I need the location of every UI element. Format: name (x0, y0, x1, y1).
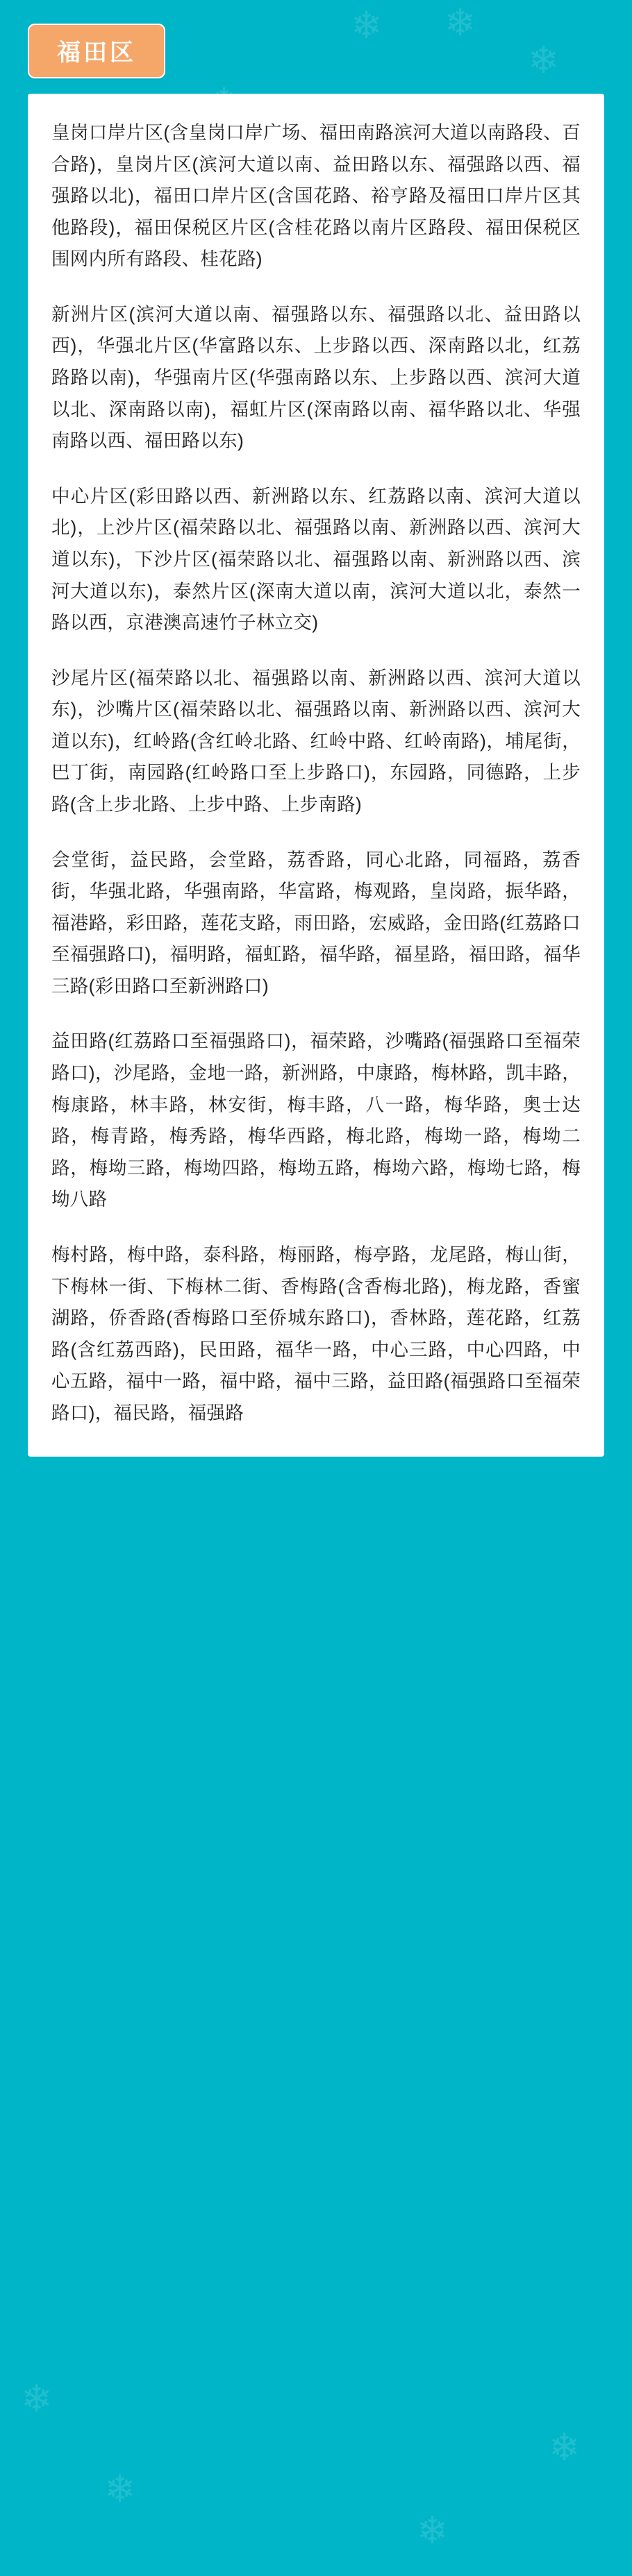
content-card (28, 94, 604, 1457)
paragraph: 益田路(红荔路口至福强路口)，福荣路，沙嘴路(福强路口至福荣路口)，沙尾路，金地一路，新洲路，中康路，梅林路，凯丰路，梅康路，林丰路，林安街，梅丰路，八一路，梅华路，奥士达路，梅青路，梅秀路，梅华西路，梅北路，梅坳一路，梅坳二路，梅坳三路，梅坳四路，梅坳五路，梅坳六路，梅坳七路，梅坳八路 (51, 1031, 581, 1210)
paragraph: 梅村路，梅中路，泰科路，梅丽路，梅亭路，龙尾路，梅山街，下梅林一街、下梅林二街、香梅路(含香梅北路)，梅龙路，香蜜湖路，侨香路(香梅路口至侨城东路口)，香林路，莲花路，红荔路(含红荔西路)，民田路，福华一路，中心三路，中心四路，中心五路，福中一路，福中路，福中三路，益田路(福强路口至福荣路口)，福民路，福强路 (51, 1244, 581, 1423)
paragraph: 沙尾片区(福荣路以北、福强路以南、新洲路以西、滨河大道以东)，沙嘴片区(福荣路以北、福强路以南、新洲路以西、滨河大道以东)，红岭路(含红岭北路、红岭中路、红岭南路)，埔尾街，巴丁街，南园路(红岭路口至上步路口)，东园路，同德路，上步路(含上步北路、上步中路、上步南路) (51, 667, 581, 815)
leaf-pattern-icon: ❄ (104, 2468, 136, 2510)
leaf-pattern-icon: ❄ (21, 2378, 53, 2420)
paragraph: 皇岗口岸片区(含皇岗口岸广场、福田南路滨河大道以南路段、百合路)，皇岗片区(滨河大道以南、益田路以东、福强路以西、福强路以北)，福田口岸片区(含国花路、裕亨路及福田口岸片区其他路段)，福田保税区片区(含桂花路以南片区路段、福田保税区围网内所有路段、桂花路) (51, 122, 581, 270)
leaf-pattern-icon: ❄ (528, 40, 560, 81)
paragraph: 新洲片区(滨河大道以南、福强路以东、福强路以北、益田路以西)，华强北片区(华富路以东、上步路以西、深南路以北，红荔路路以南)，华强南片区(华强南路以东、上步路以西、滨河大道以北、深南路以南)，福虹片区(深南路以南、福华路以北、华强南路以西、福田路以东) (51, 303, 581, 452)
leaf-pattern-icon: ❄ (351, 5, 383, 46)
paragraph: 中心片区(彩田路以西、新洲路以东、红荔路以南、滨河大道以北)，上沙片区(福荣路以北、福强路以南、新洲路以西、滨河大道以东)，下沙片区(福荣路以北、福强路以南、新洲路以西、滨河大道以东)，泰然片区(深南大道以南，滨河大道以北，泰然一路以西，京港澳高速竹子林立交) (51, 485, 581, 634)
leaf-pattern-icon: ❄ (444, 2, 476, 44)
page-title: 福田区 (28, 24, 165, 78)
leaf-pattern-icon: ❄ (417, 2510, 449, 2552)
paragraph: 会堂街，益民路，会堂路，荔香路，同心北路，同福路，荔香街，华强北路，华强南路，华富路，梅观路，皇岗路，振华路，福港路，彩田路，莲花支路，雨田路，宏威路，金田路(红荔路口至福强路口)，福明路，福虹路，福华路，福星路，福田路，福华三路(彩田路口至新洲路口) (51, 849, 581, 997)
leaf-pattern-icon: ❄ (549, 2427, 581, 2468)
page-header (28, 0, 604, 94)
